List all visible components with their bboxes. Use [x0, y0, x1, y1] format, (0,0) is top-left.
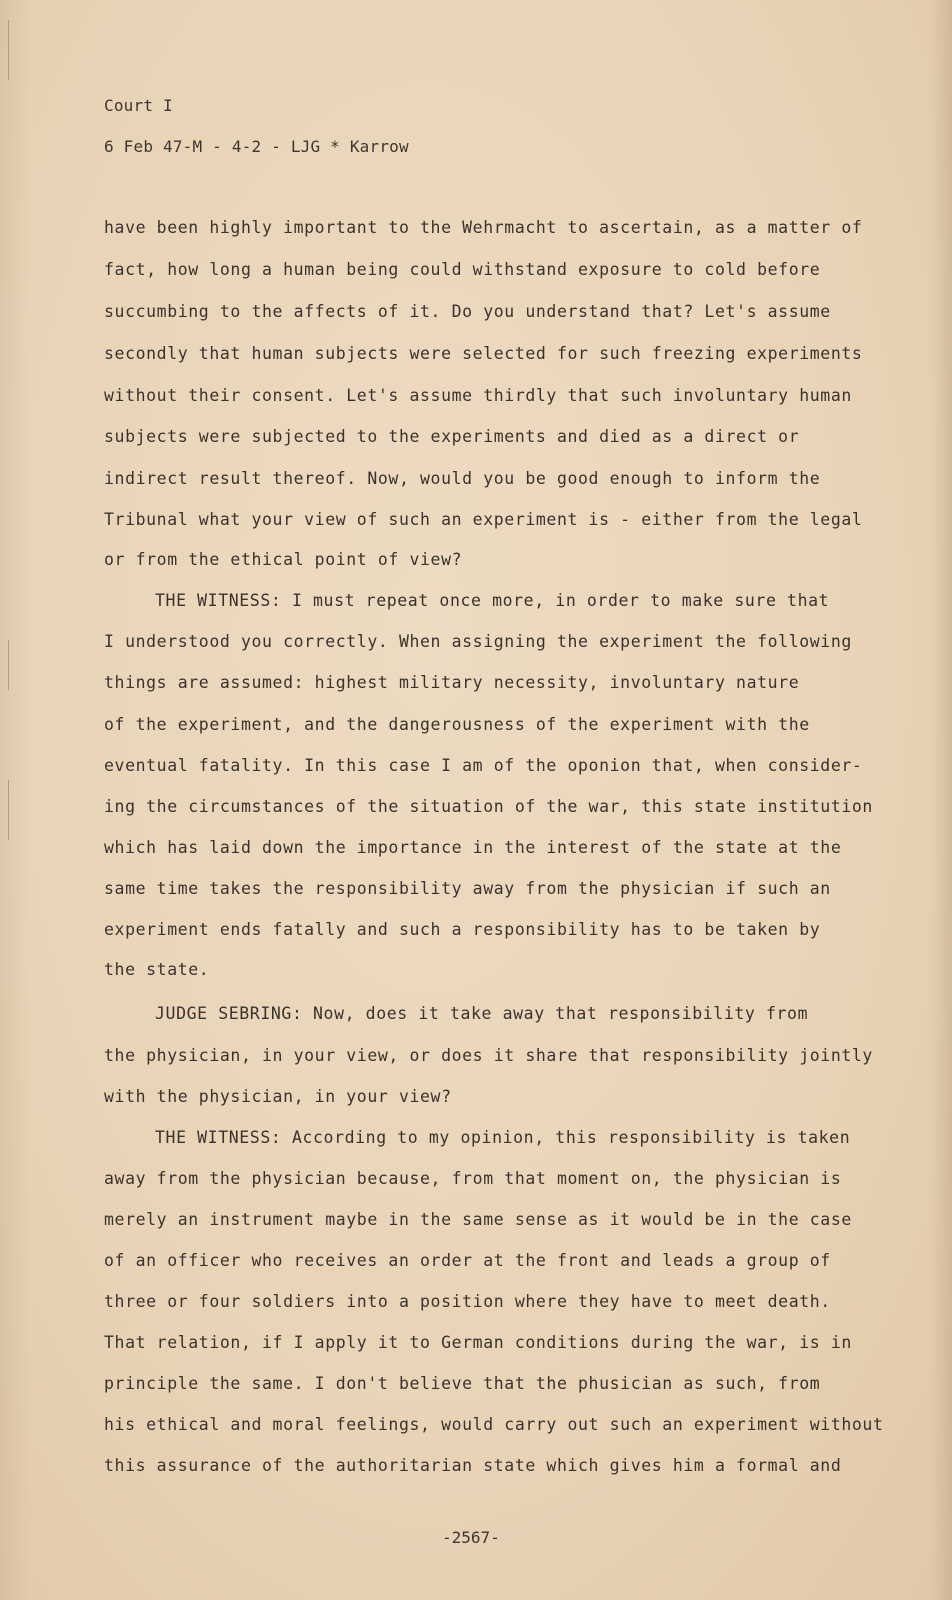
text-line: ing the circumstances of the situation of the war, this state institution — [104, 797, 873, 816]
text-line: secondly that human subjects were selected for such freezing experiments — [104, 344, 863, 363]
text-line: succumbing to the affects of it. Do you understand that? Let's assume — [104, 302, 831, 321]
text-line: without their consent. Let's assume thirdly that such involuntary human — [104, 386, 852, 405]
text-line: three or four soldiers into a position where they have to meet death. — [104, 1292, 831, 1311]
page-number: -2567- — [442, 1528, 500, 1547]
paper-right-shadow — [930, 0, 952, 1600]
text-line: things are assumed: highest military necessity, involuntary nature — [104, 673, 800, 692]
text-line: THE WITNESS: According to my opinion, this responsibility is taken — [155, 1128, 851, 1147]
text-line: Tribunal what your view of such an experiment is - either from the legal — [104, 510, 863, 529]
text-line: this assurance of the authoritarian state which gives him a formal and — [104, 1456, 842, 1475]
text-line: JUDGE SEBRING: Now, does it take away that responsibility from — [155, 1004, 809, 1023]
text-line: of the experiment, and the dangerousness of the experiment with the — [104, 715, 810, 734]
text-line: eventual fatality. In this case I am of the oponion that, when consider- — [104, 756, 863, 775]
text-line: which has laid down the importance in the interest of the state at the — [104, 838, 842, 857]
text-line: the physician, in your view, or does it share that responsibility jointly — [104, 1046, 873, 1065]
text-line: That relation, if I apply it to German conditions during the war, is in — [104, 1333, 852, 1352]
text-line: experiment ends fatally and such a responsibility has to be taken by — [104, 920, 821, 939]
text-line: principle the same. I don't believe that the phusician as such, from — [104, 1374, 821, 1393]
paper-left-shadow — [0, 0, 30, 1600]
court-header: Court I — [104, 96, 173, 115]
session-header: 6 Feb 47-M - 4-2 - LJG * Karrow — [104, 137, 409, 156]
text-line: the state. — [104, 960, 210, 979]
text-line: I understood you correctly. When assigning the experiment the following — [104, 632, 852, 651]
text-line: or from the ethical point of view? — [104, 550, 463, 569]
text-line: have been highly important to the Wehrmacht to ascertain, as a matter of — [104, 218, 863, 237]
text-line: fact, how long a human being could withstand exposure to cold before — [104, 260, 821, 279]
text-line: THE WITNESS: I must repeat once more, in order to make sure that — [155, 591, 830, 610]
text-line: away from the physician because, from that moment on, the physician is — [104, 1169, 842, 1188]
text-line: subjects were subjected to the experiments and died as a direct or — [104, 427, 800, 446]
text-line: of an officer who receives an order at the front and leads a group of — [104, 1251, 831, 1270]
text-line: same time takes the responsibility away from the physician if such an — [104, 879, 831, 898]
text-line: with the physician, in your view? — [104, 1087, 452, 1106]
text-line: his ethical and moral feelings, would carry out such an experiment without — [104, 1415, 884, 1434]
left-edge-mark — [8, 780, 9, 840]
text-line: merely an instrument maybe in the same sense as it would be in the case — [104, 1210, 852, 1229]
left-edge-mark — [8, 20, 9, 80]
left-edge-mark — [8, 640, 9, 690]
text-line: indirect result thereof. Now, would you be good enough to inform the — [104, 469, 821, 488]
